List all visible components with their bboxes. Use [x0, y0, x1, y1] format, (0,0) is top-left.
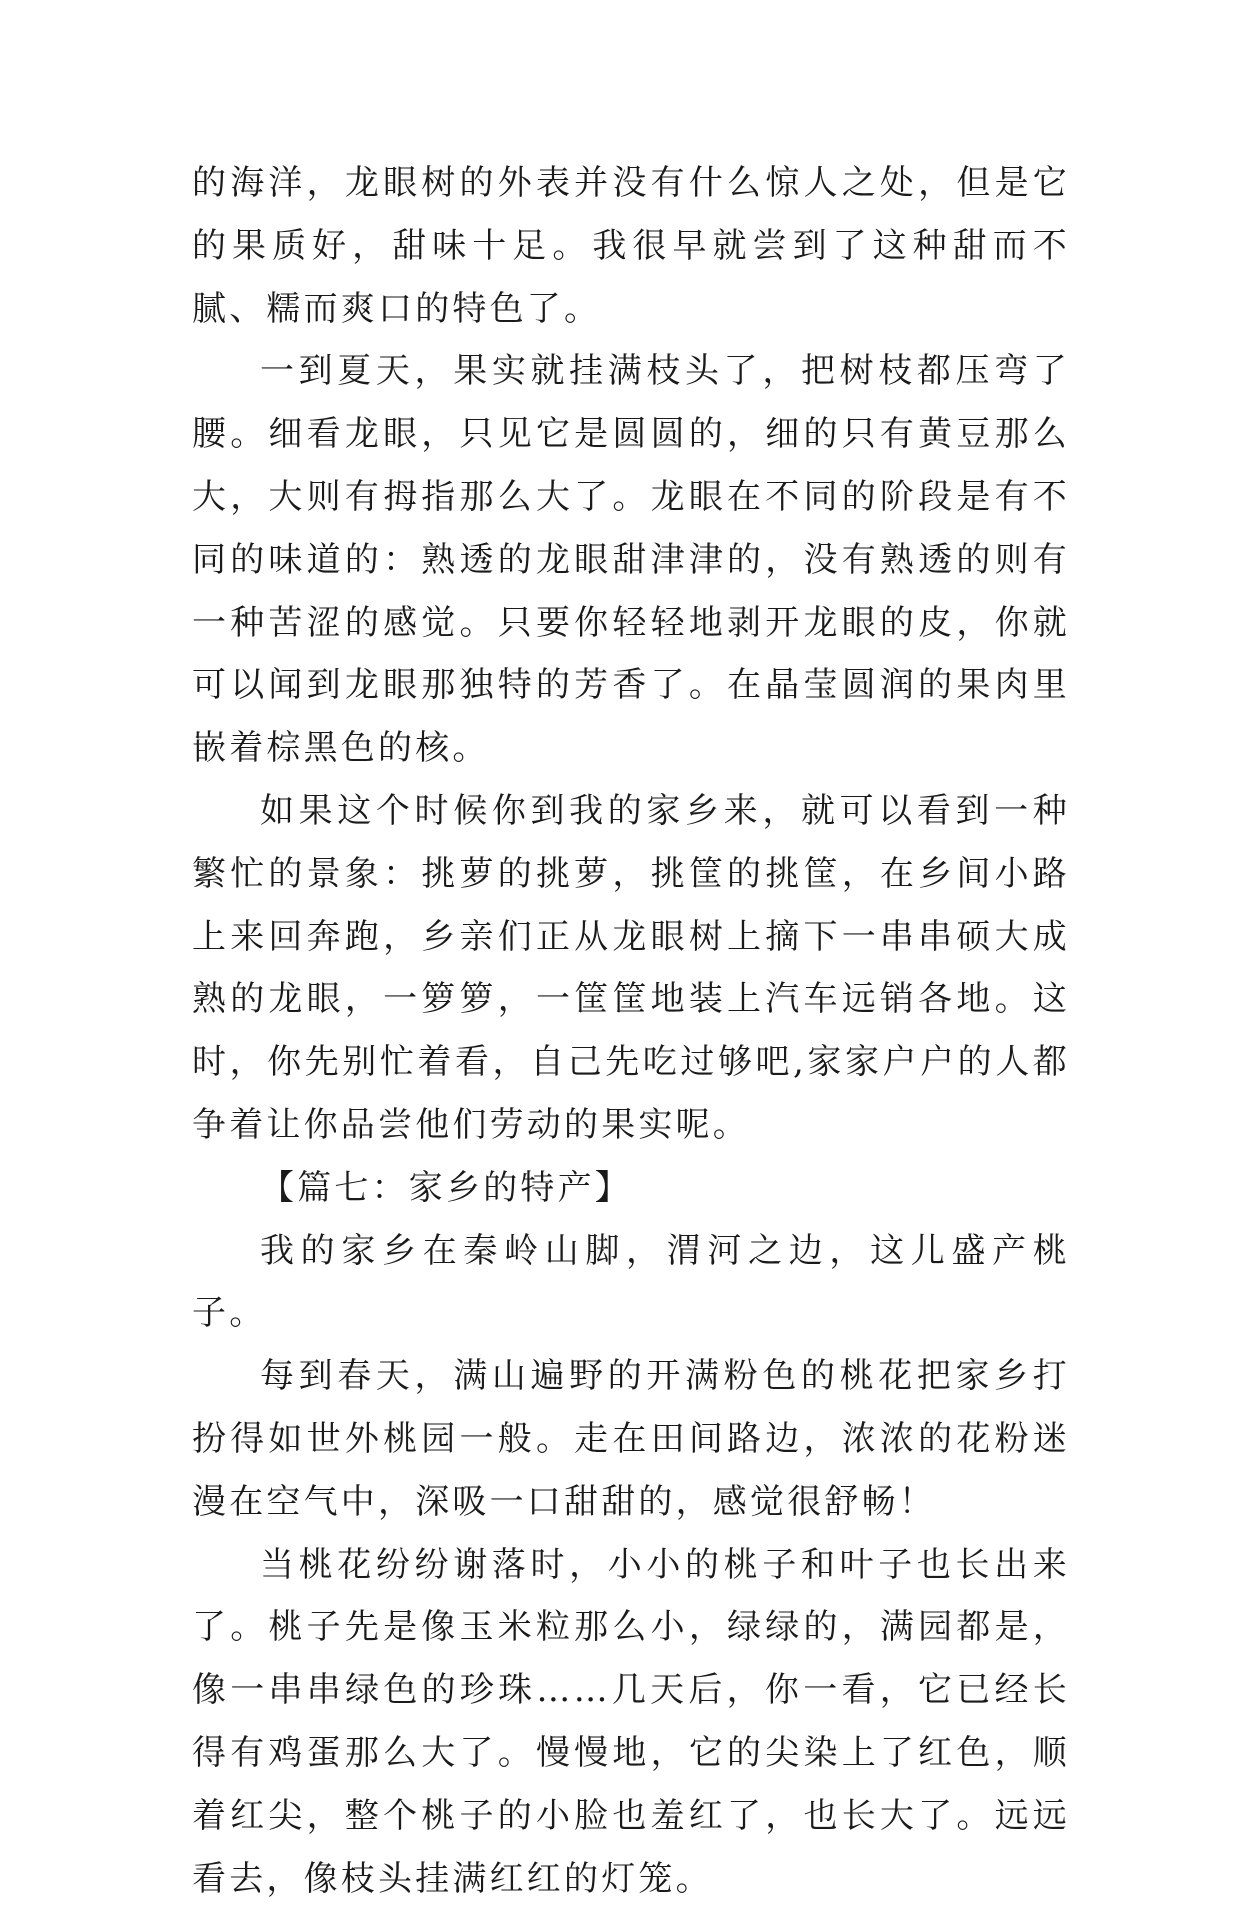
paragraph-longan-intro: 的海洋，龙眼树的外表并没有什么惊人之处，但是它的果质好，甜味十足。我很早就尝到了这种甜而不腻、糯而爽口的特色了。: [192, 163, 1070, 329]
paragraph-peach-spring: 每到春天，满山遍野的开满粉色的桃花把家乡打扮得如世外桃园一般。走在田间路边，浓浓的花粉迷漫在空气中，深吸一口甜甜的，感觉很舒畅！: [192, 1356, 1070, 1522]
paragraph-peach-hometown: 我的家乡在秦岭山脚，渭河之边，这儿盛产桃子。: [192, 1230, 1070, 1334]
paragraph-longan-summer: 一到夏天，果实就挂满枝头了，把树枝都压弯了腰。细看龙眼，只见它是圆圆的，细的只有黄豆那么大，大则有拇指那么大了。龙眼在不同的阶段是有不同的味道的：熟透的龙眼甜津津的，没有熟透的则有一种苦涩的感觉。只要你轻轻地剥开龙眼的皮，你就可以闻到龙眼那独特的芳香了。在晶莹圆润的果肉里嵌着棕黑色的核。: [192, 351, 1070, 769]
document-body: [192, 152, 1070, 1910]
paragraph-peach-growth: 当桃花纷纷谢落时，小小的桃子和叶子也长出来了。桃子先是像玉米粒那么小，绿绿的，满园都是，像一串串绿色的珍珠……几天后，你一看，它已经长得有鸡蛋那么大了。慢慢地，它的尖染上了红色，顺着红尖，整个桃子的小脸也羞红了，也长大了。远远看去，像枝头挂满红红的灯笼。: [192, 1544, 1070, 1899]
section-heading-chapter-seven: 【篇七：家乡的特产】: [260, 1167, 632, 1208]
paragraph-longan-harvest: 如果这个时候你到我的家乡来，就可以看到一种繁忙的景象：挑萝的挑萝，挑筐的挑筐，在乡间小路上来回奔跑，乡亲们正从龙眼树上摘下一串串硕大成熟的龙眼，一箩箩，一筐筐地装上汽车远销各地。这时，你先别忙着看，自己先吃过够吧,家家户户的人都争着让你品尝他们劳动的果实呢。: [192, 790, 1070, 1145]
